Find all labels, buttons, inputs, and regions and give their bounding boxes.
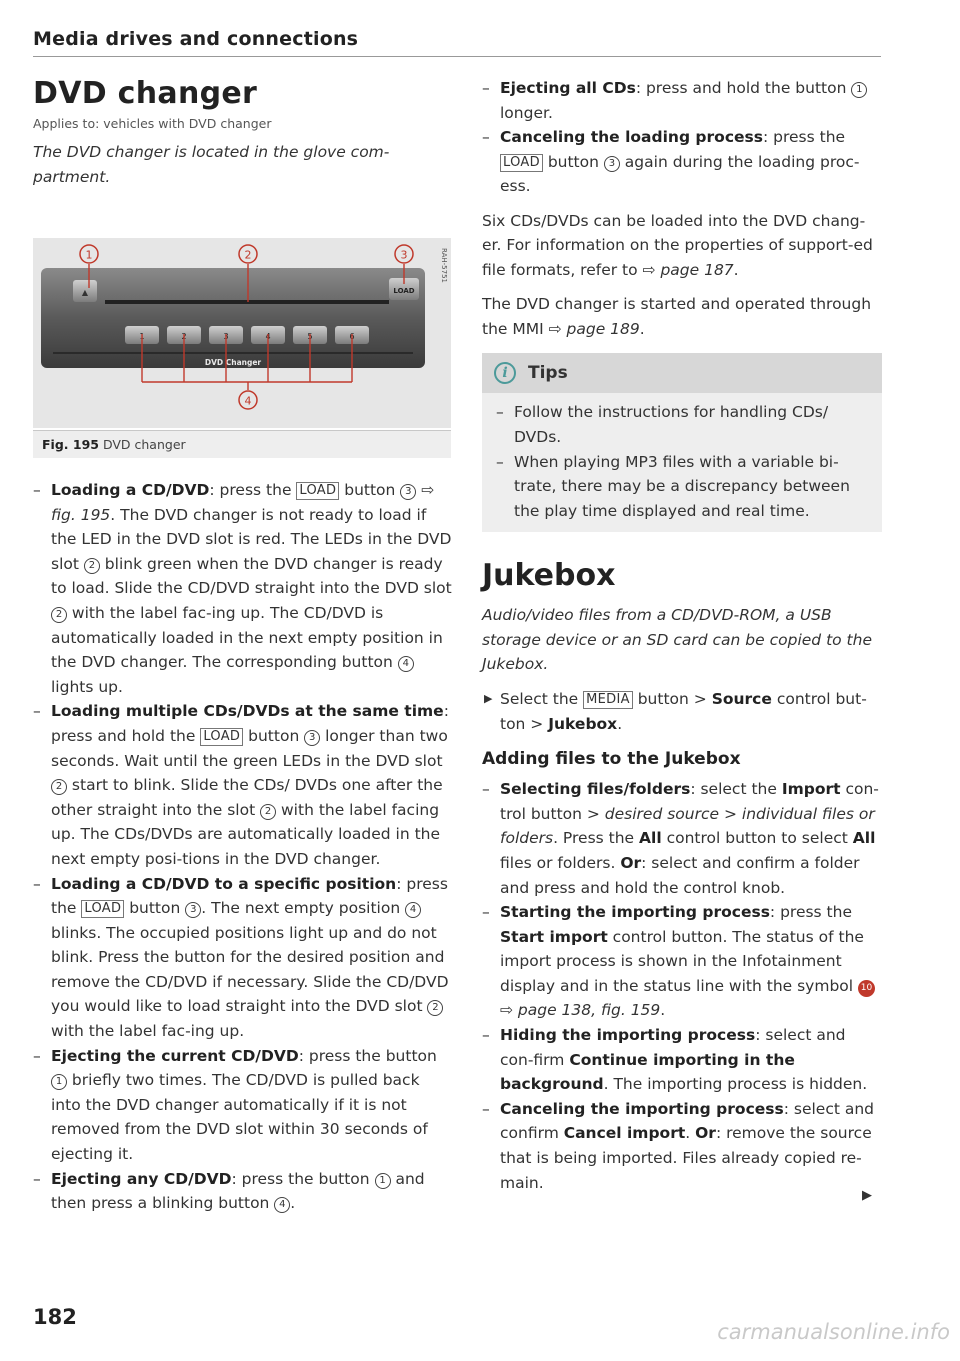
media-button-ref: MEDIA (583, 691, 633, 709)
list-item (482, 900, 882, 1023)
callout-ref: 4 (274, 1197, 290, 1213)
figure-dvd-changer (33, 238, 451, 428)
callout-ref: 2 (260, 804, 276, 820)
callout-ref: 1 (851, 82, 867, 98)
item-title: Canceling the loading process (500, 128, 763, 147)
figure-code: RAH-5751 (440, 248, 448, 283)
load-button-ref: LOAD (500, 154, 543, 172)
item-title: Loading a CD/DVD to a specific position (51, 874, 397, 893)
callout-label: 4 (244, 394, 252, 408)
item-bold: Cancel import (563, 1124, 686, 1143)
slot-button-label: 4 (265, 332, 271, 341)
dvd-instructions-list (33, 478, 453, 1216)
item-text: : press and hold the (51, 702, 449, 745)
item-text: lights up. (51, 677, 123, 696)
item-text: with the label facing up. The CDs/DVDs are automatically loaded in the next empty posi-tions in the DVD changer. (51, 800, 441, 868)
item-text: . The next empty position (201, 899, 406, 918)
jukebox-intro: Audio/video files from a CD/DVD-ROM, a USB storage device or an SD card can be copied to the Jukebox. (482, 606, 872, 674)
changer-label: DVD Changer (204, 358, 262, 367)
item-text: : select and confirm (500, 1099, 875, 1143)
item-text: and then press a blinking button (51, 1169, 425, 1213)
step-text: . (617, 714, 623, 733)
step-text: control but-ton > (500, 689, 867, 733)
list-item (482, 1023, 882, 1097)
item-text: button (243, 726, 305, 745)
jukebox-instructions-list (482, 777, 882, 1195)
dvd-intro: The DVD changer is located in the glove com-partment. (33, 143, 390, 186)
callout-ref: 3 (400, 484, 416, 500)
list-item (482, 125, 882, 199)
item-text: . (290, 1194, 296, 1213)
item-text: : select and confirm a folder and press and hold the control knob. (500, 853, 860, 897)
callout-ref: 1 (375, 1173, 391, 1189)
item-title: Ejecting the current CD/DVD (51, 1046, 299, 1065)
item-text: longer. (500, 103, 553, 122)
item-text: . The DVD changer is not ready to load if the LED in the DVD slot is red. The LEDs in the DVD slot (51, 505, 452, 573)
para-text: . (639, 319, 645, 338)
running-header: Media drives and connections (33, 28, 359, 50)
load-button-ref: LOAD (81, 900, 124, 918)
para-text: Six CDs/DVDs can be loaded into the DVD chang-er. For information on the properties of support-ed file formats, refer to (482, 211, 873, 279)
item-text: : press the (51, 874, 448, 918)
item-italic: desired source (604, 804, 720, 823)
callout-ref: 2 (51, 607, 67, 623)
item-text: briefly two times. The CD/DVD is pulled back into the DVD changer automatically if it is not removed from the DVD slot within 30 seconds of ejecting it. (51, 1071, 428, 1164)
tips-box (482, 353, 882, 532)
item-title: Canceling the importing process (500, 1099, 784, 1118)
slot-button-label: 2 (181, 332, 187, 341)
dvd-instructions-list-cont (482, 76, 882, 199)
item-text: longer than two seconds. Wait until the green LEDs in the DVD slot (51, 726, 448, 770)
right-column (482, 76, 882, 1195)
item-bold: All (852, 829, 876, 848)
step-bold: Jukebox (548, 714, 618, 733)
callout-ref: 2 (84, 558, 100, 574)
callout-ref: 3 (185, 902, 201, 918)
load-button-ref: LOAD (296, 482, 339, 500)
item-text: . Press the (553, 829, 640, 848)
item-title: Hiding the importing process (500, 1026, 756, 1045)
para-text: . (733, 260, 739, 279)
callout-ref: 1 (51, 1074, 67, 1090)
section-title-dvd-changer: DVD changer (33, 76, 258, 111)
item-text: : press the (769, 903, 852, 922)
dvd-slot (105, 300, 389, 304)
item-bold: Import (781, 780, 841, 799)
callout-ref: 4 (398, 656, 414, 672)
slot-button-label: 3 (223, 332, 229, 341)
item-bold: Continue importing in the background (500, 1050, 795, 1094)
eject-icon: ▲ (81, 288, 89, 297)
item-title: Loading multiple CDs/DVDs at the same time (51, 702, 444, 721)
jukebox-step (482, 687, 882, 736)
callout-ref: 3 (304, 730, 320, 746)
page-link[interactable]: ⇨ page 138, fig. 159 (500, 1001, 661, 1020)
tips-header (482, 353, 882, 393)
item-title: Starting the importing process (500, 903, 770, 922)
callout-ref: 4 (405, 902, 421, 918)
list-item (33, 1044, 453, 1167)
item-title: Selecting files/folders (500, 780, 691, 799)
list-item (482, 777, 882, 900)
item-text: . (660, 1001, 666, 1020)
watermark: carmanualsonline.info (717, 1320, 950, 1344)
item-text: button (542, 152, 604, 171)
item-text: . The importing process is hidden. (603, 1075, 868, 1094)
step-arrow-icon: ▶ (484, 691, 493, 705)
slot-button-label: 6 (349, 332, 355, 341)
para-text: The DVD changer is started and operated through the MMI (482, 295, 872, 338)
slot-button-label: 1 (139, 332, 145, 341)
step-text: Select the (500, 689, 584, 708)
dvd-changer-illustration (33, 238, 451, 428)
item-text: con-trol button > (500, 780, 879, 823)
section-title-jukebox: Jukebox (482, 558, 616, 594)
callout-ref: 2 (51, 779, 67, 795)
label-strip (53, 352, 413, 354)
callout-label: 3 (400, 248, 408, 262)
list-item (33, 1167, 453, 1216)
list-item (482, 1097, 882, 1195)
item-text: control button to select (661, 829, 853, 848)
item-text: : select the (690, 780, 782, 799)
info-icon: i (494, 362, 516, 384)
item-text: : remove the source that is being imported. Files already copied re-main. (500, 1124, 872, 1192)
figure-caption-text: DVD changer (102, 437, 186, 452)
item-bold: All (639, 829, 662, 848)
callout-label: 2 (244, 248, 252, 262)
item-text: blinks. The occupied positions light up and do not blink. Press the button for the desired position and remove the CD/DVD if necessary. Slide the CD/DVD you would like to load straight into the DVD slot (51, 923, 449, 1016)
item-text: : press the button (298, 1046, 437, 1065)
page-link[interactable]: ⇨ page 189 (548, 319, 640, 338)
list-item: – When playing MP3 files with a variable bi-trate, there may be a discrepancy between the play time displayed and real time. (496, 450, 870, 524)
list-item (482, 76, 882, 125)
item-text: : select and con-firm (500, 1026, 846, 1069)
slot-button-label: 5 (307, 332, 313, 341)
callout-ref: 3 (604, 156, 620, 172)
paragraph-operation (482, 292, 882, 341)
item-text: > (719, 804, 742, 823)
figure-caption (33, 430, 451, 458)
item-text: again during the loading proc-ess. (500, 152, 860, 196)
applies-note: Applies to: vehicles with DVD changer (33, 116, 272, 131)
load-button-ref: LOAD (200, 728, 243, 746)
page-link[interactable]: ⇨ page 187 (642, 260, 734, 279)
figure-link[interactable]: ⇨ fig. 195 (51, 481, 435, 524)
list-item (33, 872, 453, 1044)
item-title: Loading a CD/DVD (51, 481, 210, 499)
list-item (33, 478, 453, 699)
step-bold: Source (711, 689, 772, 708)
item-text: . (685, 1124, 696, 1143)
tips-title: Tips (528, 363, 568, 384)
item-bold: Or (695, 1124, 716, 1143)
figure-number: Fig. 195 (42, 437, 99, 452)
header-rule (33, 56, 881, 57)
import-status-icon: 10 (858, 980, 875, 997)
item-text: : press the (209, 481, 297, 499)
item-text: blink green when the DVD changer is ready to load. Slide the CD/DVD straight into the DVD slot (51, 554, 452, 598)
callout-ref: 2 (427, 1000, 443, 1016)
item-title: Ejecting all CDs (500, 79, 636, 97)
list-item: – Follow the instructions for handling CDs/ DVDs. (496, 400, 870, 449)
item-text: control button. The status of the import process is shown in the Infotainment display and in the status line with the symbol (500, 927, 864, 995)
item-text: : press and hold the button (635, 79, 852, 97)
item-title: Ejecting any CD/DVD (51, 1169, 232, 1188)
list-item (33, 699, 453, 871)
load-button-label: LOAD (393, 287, 415, 295)
callout-label: 1 (85, 248, 93, 262)
paragraph-capacity (482, 209, 882, 283)
item-bold: Or (620, 853, 642, 872)
item-text: button (339, 481, 401, 499)
item-text: start to blink. Slide the CDs/ DVDs one after the other straight into the slot (51, 776, 443, 819)
item-text: button (124, 899, 186, 918)
subsection-title-adding-files: Adding files to the Jukebox (482, 749, 741, 770)
tips-list (482, 393, 882, 523)
item-bold: Start import (500, 927, 608, 946)
step-text: button > (632, 689, 712, 708)
item-text: : press the (762, 128, 846, 147)
left-column (33, 76, 451, 189)
item-text: : press the button (231, 1169, 375, 1188)
item-text: with the label fac-ing up. (51, 1022, 245, 1041)
item-text: with the label fac-ing up. The CD/DVD is automatically loaded in the next empty position in the DVD changer. The corresponding button (51, 603, 443, 672)
item-text: files or folders. (500, 853, 621, 872)
item-italic: individual files or folders (500, 804, 875, 848)
continue-arrow-icon: ▶ (862, 1188, 872, 1203)
page-number: 182 (33, 1305, 77, 1329)
